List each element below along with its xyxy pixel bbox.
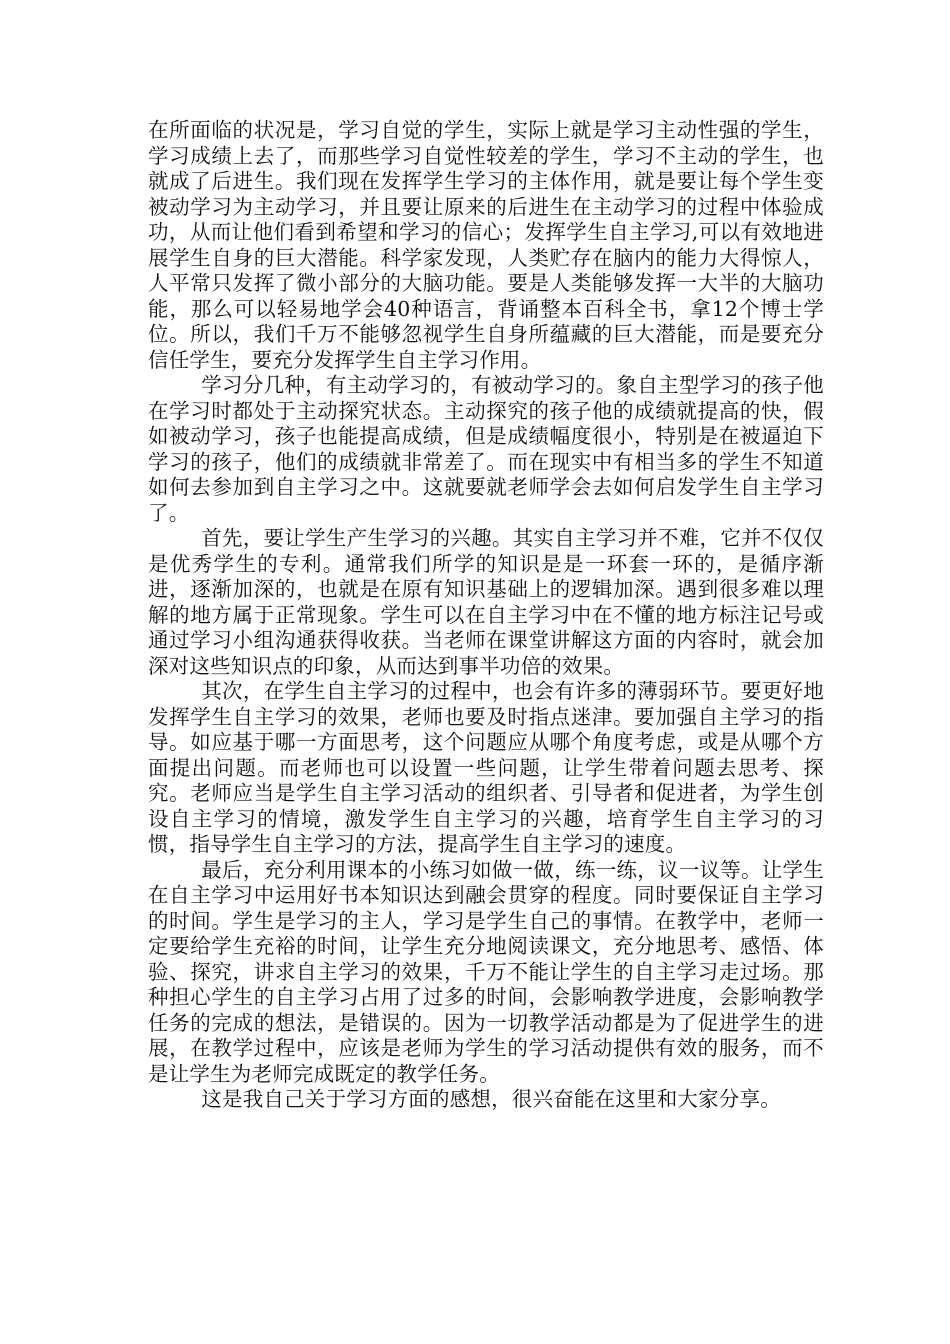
document-body [148, 118, 824, 1113]
paragraph-closing: 这是我自己关于学习方面的感想，很兴奋能在这里和大家分享。 [201, 1087, 781, 1111]
paragraph-second-guidance: 其次，在学生自主学习的过程中，也会有许多的薄弱环节。要更好地发挥学生自主学习的效果，老师也要及时指点迷津。要加强自主学习的指导。如应基于哪一方面思考，这个问题应从哪个角度考虑，或是从哪个方面提出问题。而老师也可以设置一些问题，让学生带着问题去思考、探究。老师应当是学生自主学习活动的组织者、引导者和促进者，为学生创设自主学习的情境，激发学生自主学习的兴趣，培育学生自主学习的习惯，指导学生自主学习的方法，提高学生自主学习的速度。 [148, 679, 824, 856]
paragraph-continuation: 在所面临的状况是，学习自觉的学生，实际上就是学习主动性强的学生，学习成绩上去了，而那些学习自觉性较差的学生，学习不主动的学生，也就成了后进生。我们现在发挥学生学习的主体作用，就是要让每个学生变被动学习为主动学习，并且要让原来的后进生在主动学习的过程中体验成功，从而让他们看到希望和学习的信心；发挥学生自主学习,可以有效地进展学生自身的巨大潜能。科学家发现，人类贮存在脑内的能力大得惊人，人平常只发挥了微小部分的大脑功能。要是人类能够发挥一大半的大脑功能，那么可以轻易地学会40种语言，背诵整本百科全书，拿12个博士学位。所以，我们千万不能够忽视学生自身所蕴藏的巨大潜能，而是要充分信任学生，要充分发挥学生自主学习作用。 [148, 118, 824, 372]
paragraph-learning-types: 学习分几种，有主动学习的，有被动学习的。象自主型学习的孩子他在学习时都处于主动探究状态。主动探究的孩子他的成绩就提高的快，假如被动学习，孩子也能提高成绩，但是成绩幅度很小，特别是在被逼迫下学习的孩子，他们的成绩就非常差了。而在现实中有相当多的学生不知道如何去参加到自主学习之中。这就要就老师学会去如何启发学生自主学习了。 [148, 373, 824, 525]
paragraph-finally-practice: 最后，充分利用课本的小练习如做一做，练一练，议一议等。让学生在自主学习中运用好书本知识达到融会贯穿的程度。同时要保证自主学习的时间。学生是学习的主人，学习是学生自己的事情。在教学中，老师一定要给学生充裕的时间，让学生充分地阅读课文，充分地思考、感悟、体验、探究，讲求自主学习的效果，千万不能让学生的自主学习走过场。那种担心学生的自主学习占用了过多的时间，会影响教学进度，会影响教学任务的完成的想法，是错误的。因为一切教学活动都是为了促进学生的进展，在教学过程中，应该是老师为学生的学习活动提供有效的服务，而不是让学生为老师完成既定的教学任务。 [148, 857, 824, 1086]
paragraph-first-interest: 首先，要让学生产生学习的兴趣。其实自主学习并不难，它并不仅仅是优秀学生的专利。通常我们所学的知识是是一环套一环的，是循序渐进，逐渐加深的，也就是在原有知识基础上的逻辑加深。遇到很多难以理解的地方属于正常现象。学生可以在自主学习中在不懂的地方标注记号或通过学习小组沟通获得收获。当老师在课堂讲解这方面的内容时，就会加深对这些知识点的印象，从而达到事半功倍的效果。 [148, 526, 824, 678]
